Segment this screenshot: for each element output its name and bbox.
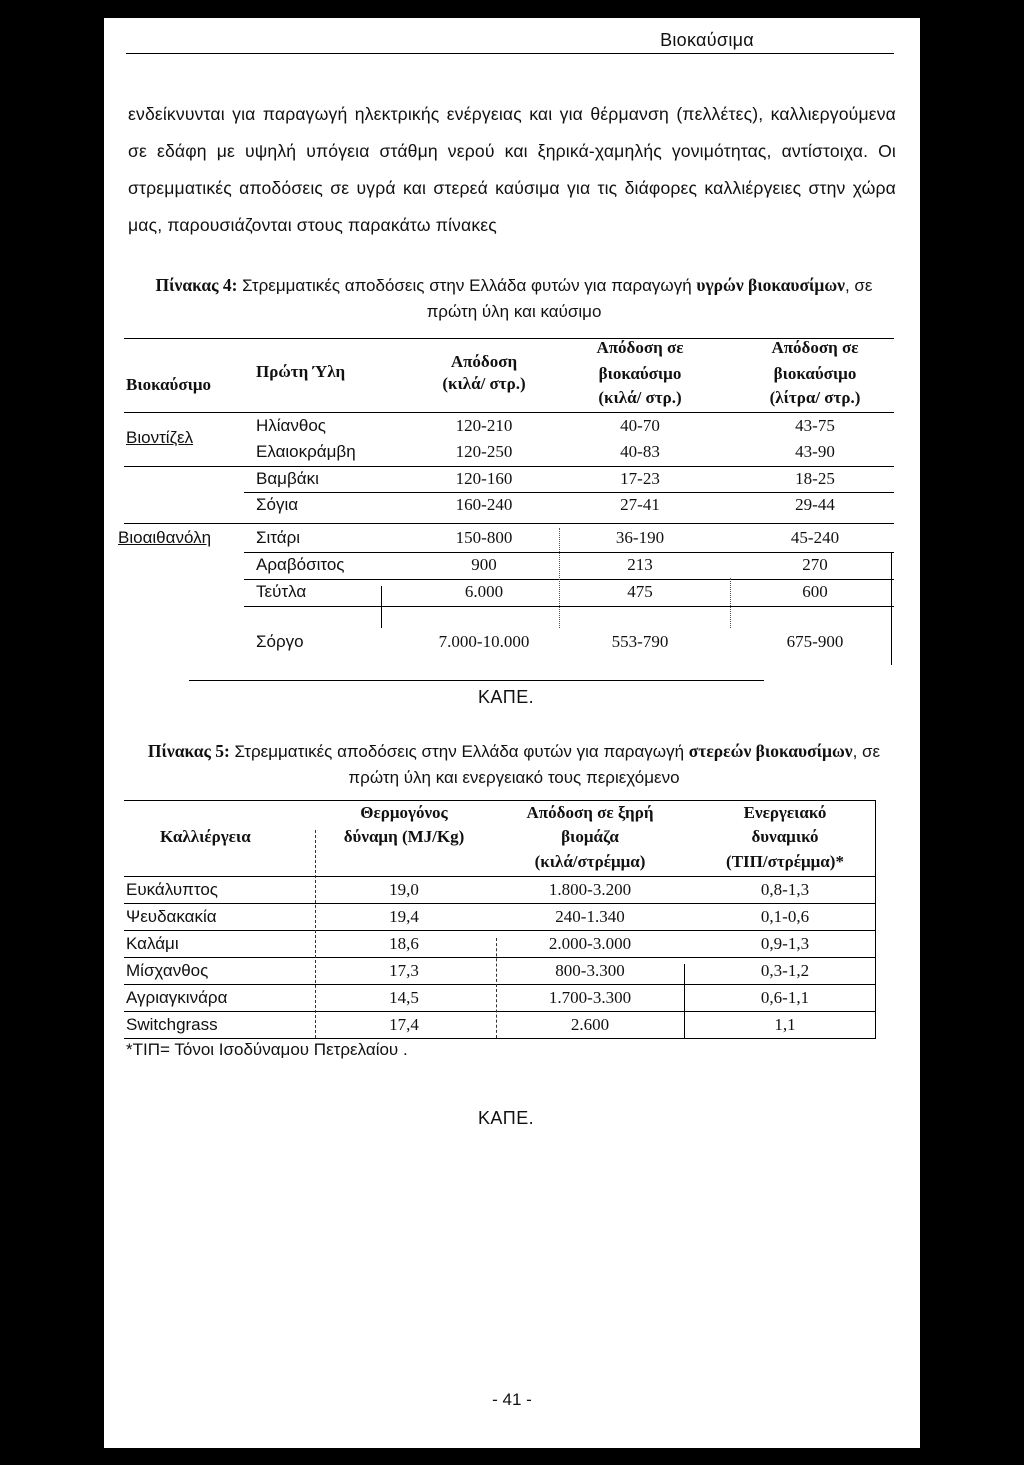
table4-caption-label: Πίνακας 4: (155, 275, 238, 295)
t4-header-fuell-3: (λίτρα/ στρ.) (769, 388, 861, 407)
t4-col-divider (730, 578, 731, 628)
t4-row-fuell: 29-44 (795, 495, 835, 514)
t5-row-crop: Αγριαγκινάρα (126, 988, 228, 1007)
t4-row-rule (124, 466, 894, 467)
t4-row-yield: 160-240 (455, 495, 513, 514)
t5-row-heat: 19,4 (389, 907, 419, 926)
t4-row-fuell: 43-75 (795, 416, 835, 435)
t4-row-crop: Σιτάρι (256, 528, 301, 547)
t4-row-yield: 120-210 (455, 416, 513, 435)
document-sheet (104, 18, 920, 1448)
t4-row-fuelkg: 36-190 (615, 528, 665, 547)
t4-row-fuell: 675-900 (786, 632, 844, 651)
t5-row-crop: Ευκάλυπτος (126, 880, 218, 899)
t5-row-rule (124, 930, 876, 931)
t5-row-energy: 1,1 (774, 1015, 796, 1034)
t5-row-rule (124, 1011, 876, 1012)
t4-header-yield-1: Απόδοση (450, 352, 518, 371)
t4-header-fuelkg-3: (κιλά/ στρ.) (598, 388, 682, 407)
t4-row-fuelkg: 475 (627, 582, 653, 601)
t4-group-biodiesel: Βιοντίζελ (126, 428, 194, 447)
t5-row-rule (124, 957, 876, 958)
table4-caption-tail: , σε πρώτη ύλη και καύσιμο (426, 276, 873, 321)
t5-header-energy-2: δυναμικό (751, 827, 819, 846)
t4-row-crop: Ηλίανθος (256, 416, 326, 435)
t5-row-biomass: 240-1.340 (555, 907, 625, 926)
t4-row-fuelkg: 40-70 (620, 416, 660, 435)
t4-row-yield: 150-800 (455, 528, 513, 547)
t5-header-heat-2: δύναμη (MJ/Kg) (343, 827, 465, 846)
t4-row-yield: 900 (471, 555, 497, 574)
t4-row-fuelkg: 553-790 (611, 632, 669, 651)
table5-caption-bold: στερεών βιοκαυσίμων (688, 741, 853, 761)
t5-header-energy-1: Ενεργειακό (743, 803, 827, 822)
t5-row-rule (124, 903, 876, 904)
table5-caption-label: Πίνακας 5: (147, 741, 230, 761)
t4-header-rule (124, 412, 894, 413)
t4-row-crop: Τεύτλα (256, 582, 307, 601)
table5-caption-text: Στρεμματικές αποδόσεις στην Ελλάδα φυτών για παραγωγή (229, 742, 689, 761)
t4-header-raw: Πρώτη Ύλη (256, 362, 346, 381)
t4-col-divider (559, 528, 560, 628)
t5-row-energy: 0,8-1,3 (760, 880, 810, 899)
table4-caption-text: Στρεμματικές αποδόσεις στην Ελλάδα φυτών για παραγωγή (237, 276, 697, 295)
t4-header-fuelkg-2: βιοκαύσιμο (598, 364, 682, 383)
t4-row-yield: 120-160 (455, 469, 513, 488)
t4-row-fuelkg: 27-41 (620, 495, 660, 514)
t5-row-energy: 0,3-1,2 (760, 961, 810, 980)
t4-row-crop: Αραβόσιτος (256, 555, 345, 574)
table5-caption-tail: , σε πρώτη ύλη και ενεργειακό τους περιεχόμενο (348, 742, 881, 787)
t4-row-rule (244, 552, 894, 553)
t5-header-biomass-1: Απόδοση σε ξηρή (526, 803, 654, 822)
table5-footnote: *ΤΙΠ= Τόνοι Ισοδύναμου Πετρελαίου . (126, 1040, 408, 1059)
t5-row-biomass: 1.700-3.300 (548, 988, 632, 1007)
t4-row-crop: Βαμβάκι (256, 469, 319, 488)
t5-row-biomass: 800-3.300 (555, 961, 625, 980)
t5-row-crop: Μίσχανθος (126, 961, 209, 980)
t5-row-heat: 17,4 (389, 1015, 419, 1034)
t5-header-rule (124, 876, 876, 877)
t5-row-energy: 0,6-1,1 (760, 988, 810, 1007)
intro-paragraph: ενδείκνυνται για παραγωγή ηλεκτρικής ενέργειας και για θέρμανση (πελλέτες), καλλιεργούμενα σε εδάφη με υψηλή υπόγεια στάθμη νερού και ξηρικά-χαμηλής γονιμότητας, αντίστοιχα. Οι στρεμματικές αποδόσεις σε υγρά και στερεά καύσιμα για τις διάφορες καλλιέργειες στην χώρα μας, παρουσιάζονται στους παρακάτω πίνακες (128, 104, 896, 235)
t4-row-fuell: 43-90 (795, 442, 835, 461)
t4-col-divider (381, 586, 382, 628)
t4-group-rule (124, 523, 894, 524)
t4-header-yield-2: (κιλά/ στρ.) (442, 374, 526, 393)
t5-top-rule (124, 800, 876, 801)
t4-row-fuell: 270 (802, 555, 828, 574)
t4-row-yield: 6.000 (464, 582, 504, 601)
page-number: - 41 - (492, 1390, 532, 1409)
table4-caption-bold: υγρών βιοκαυσίμων (696, 275, 845, 295)
t5-col-divider (496, 938, 497, 1038)
t4-row-rule (244, 492, 894, 493)
t5-bottom-rule (124, 1038, 876, 1039)
t5-row-biomass: 1.800-3.200 (548, 880, 632, 899)
t4-row-yield: 7.000-10.000 (438, 632, 530, 651)
t4-row-fuell: 18-25 (795, 469, 835, 488)
running-header: Βιοκαύσιμα (126, 30, 894, 54)
t5-row-heat: 18,6 (389, 934, 419, 953)
t5-col-divider (875, 800, 876, 1038)
t4-row-crop: Ελαιοκράμβη (256, 442, 356, 461)
t5-row-heat: 14,5 (389, 988, 419, 1007)
t4-row-fuell: 45-240 (790, 528, 840, 547)
t4-header-fuelkg-1: Απόδοση σε (596, 338, 684, 357)
t5-row-biomass: 2.000-3.000 (548, 934, 632, 953)
t5-header-biomass-3: (κιλά/στρέμμα) (534, 852, 646, 871)
t5-header-heat-1: Θερμογόνος (360, 803, 448, 822)
t4-row-yield: 120-250 (455, 442, 513, 461)
t5-row-biomass: 2.600 (570, 1015, 610, 1034)
t5-header-crop: Καλλιέργεια (160, 827, 251, 846)
t5-col-divider (315, 830, 316, 1038)
t5-col-divider (684, 964, 685, 1038)
t5-row-heat: 19,0 (389, 880, 419, 899)
t4-row-fuelkg: 213 (627, 555, 653, 574)
t4-header-biofuel: Βιοκαύσιμο (126, 375, 212, 394)
table4-caption (144, 272, 884, 325)
t5-row-crop: Ψευδακακία (126, 907, 217, 926)
table5-caption (134, 738, 894, 791)
t5-row-crop: Switchgrass (126, 1015, 218, 1034)
t4-row-crop: Σόγια (256, 495, 299, 514)
table5-source: ΚΑΠΕ. (478, 1108, 535, 1128)
t5-row-energy: 0,9-1,3 (760, 934, 810, 953)
t5-row-rule (124, 984, 876, 985)
t4-row-fuell: 600 (802, 582, 828, 601)
t4-row-rule (244, 606, 894, 607)
t4-row-fuelkg: 40-83 (620, 442, 660, 461)
t4-col-divider (891, 553, 892, 665)
t4-row-crop: Σόργο (256, 632, 304, 651)
t4-row-fuelkg: 17-23 (620, 469, 660, 488)
t5-row-energy: 0,1-0,6 (760, 907, 810, 926)
t5-row-crop: Καλάμι (126, 934, 179, 953)
t4-row-rule (244, 579, 894, 580)
t4-group-bioethanol: Βιοαιθανόλη (118, 528, 212, 547)
t4-header-fuell-1: Απόδοση σε (771, 338, 859, 357)
t4-header-fuell-2: βιοκαύσιμο (773, 364, 857, 383)
t5-row-heat: 17,3 (389, 961, 419, 980)
t5-header-energy-3: (ΤΙΠ/στρέμμα)* (726, 852, 844, 871)
table4-source: ΚΑΠΕ. (478, 687, 535, 707)
t5-header-biomass-2: βιομάζα (561, 827, 619, 846)
t4-bottom-rule (189, 680, 764, 681)
